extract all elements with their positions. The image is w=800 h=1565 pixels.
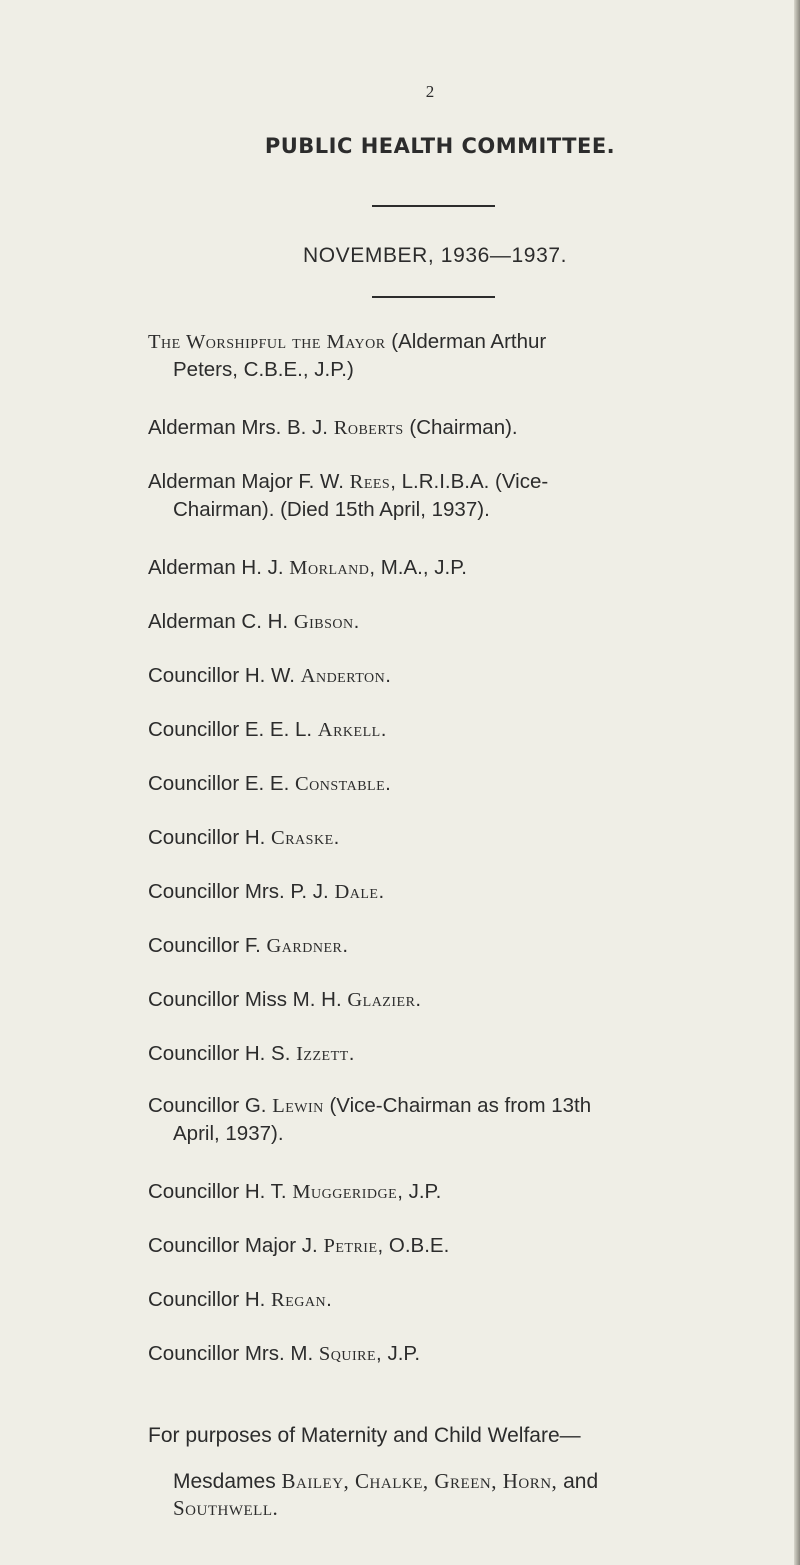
member-name: Lewin [272,1095,324,1117]
member-suffix: . [348,1042,355,1065]
member-entry [148,1178,768,1206]
member-name: Arkell [317,719,381,741]
member-suffix: , M.A., J.P. [369,556,467,579]
member-entry [148,878,768,906]
member-entry [148,1092,768,1147]
member-entry [148,662,768,690]
committee-heading: PUBLIC HEALTH COMMITTEE. [264,134,616,158]
member-line [148,1040,768,1068]
member-prefix: Councillor F. [148,934,267,957]
member-entry [148,414,768,442]
member-line [148,1232,768,1260]
member-name: Morland [289,557,370,579]
note-mesdames-and: and [557,1470,599,1493]
member-line [148,878,768,906]
maternity-welfare-note [148,1424,788,1522]
member-suffix: . [342,934,349,957]
member-prefix: Alderman C. H. [148,610,294,633]
period-heading: NOVEMBER, 1936—1937. [302,244,568,267]
member-name: Roberts [333,417,404,439]
member-prefix: Councillor Mrs. M. [148,1342,319,1365]
bottom-rule [372,296,495,298]
member-prefix: Alderman H. J. [148,556,290,579]
note-intro: For purposes of Maternity and Child Welfare— [148,1424,581,1447]
member-name: The Worshipful the Mayor [148,331,386,353]
member-line [148,770,768,798]
member-name: Gardner [266,935,343,957]
member-prefix: Alderman Major F. W. [148,470,350,493]
member-line [148,468,768,496]
member-entry [148,468,768,523]
member-suffix: . [333,826,340,849]
member-suffix: (Alderman Arthur [385,330,547,353]
top-rule [372,205,495,207]
member-entry [148,554,768,582]
member-prefix: Councillor H. T. [148,1180,293,1203]
member-line [148,1178,768,1206]
member-entry [148,1286,768,1314]
member-line [148,824,768,852]
member-prefix: Councillor E. E. [148,772,295,795]
member-line [148,554,768,582]
member-name: Glazier [347,989,416,1011]
member-suffix: . [385,664,391,687]
member-continuation: Peters, C.B.E., J.P.) [173,358,354,381]
member-entry [148,716,768,744]
member-name: Constable [294,773,386,795]
member-suffix: . [378,880,385,903]
member-suffix: (Vice-Chairman as from 13th [323,1094,592,1117]
member-suffix: . [353,610,360,633]
member-prefix: Councillor Major J. [148,1234,324,1257]
member-entry [148,608,768,636]
member-name: Squire [318,1343,377,1365]
member-suffix: . [380,718,387,741]
member-line [148,1092,768,1120]
member-name: Izzett [296,1043,349,1065]
member-entry [148,824,768,852]
member-entry [148,1040,768,1068]
member-name: Dale [334,881,379,903]
member-line [148,608,768,636]
member-suffix: . [326,1288,332,1311]
member-entry [148,1232,768,1260]
member-line [148,414,768,442]
member-line [148,716,768,744]
member-name: Petrie [323,1235,378,1257]
member-prefix: Councillor H. [148,1288,272,1311]
member-line [148,662,768,690]
member-name: Craske [271,827,334,849]
member-entry [148,328,768,383]
member-line [148,328,768,356]
member-entry [148,1340,768,1368]
member-entry [148,986,768,1014]
member-suffix: . [415,988,422,1011]
member-name: Anderton [300,665,386,687]
note-names [148,1468,788,1522]
member-prefix: Councillor H. [148,826,272,849]
member-continuation: April, 1937). [173,1122,284,1145]
page-edge-shadow [794,0,800,1565]
note-mesdames-prefix: Mesdames [173,1470,282,1493]
member-prefix: Councillor G. [148,1094,273,1117]
member-entry [148,932,768,960]
member-name: Regan [271,1289,327,1311]
member-suffix: (Chairman). [403,416,518,439]
member-suffix: , L.R.I.B.A. (Vice- [390,470,549,493]
member-prefix: Alderman Mrs. B. J. [148,416,334,439]
member-suffix: , J.P. [376,1342,421,1365]
member-line [148,1340,768,1368]
member-prefix: Councillor E. E. L. [148,718,318,741]
member-line [148,932,768,960]
member-suffix: , J.P. [397,1180,442,1203]
page-number: 2 [425,82,435,101]
member-prefix: Councillor Mrs. P. J. [148,880,335,903]
member-name: Gibson [293,611,354,633]
member-continuation: Chairman). (Died 15th April, 1937). [173,498,490,521]
member-line [148,986,768,1014]
member-prefix: Councillor Miss M. H. [148,988,348,1011]
member-suffix: , O.B.E. [377,1234,450,1257]
member-prefix: Councillor H. W. [148,664,301,687]
member-prefix: Councillor H. S. [148,1042,297,1065]
note-mesdames-last: Southwell. [173,1496,279,1520]
member-suffix: . [385,772,391,795]
member-name: Rees [349,471,391,493]
member-name: Muggeridge [292,1181,398,1203]
note-mesdames-names: Bailey, Chalke, Green, Horn, [281,1469,558,1493]
member-entry [148,770,768,798]
member-line [148,1286,768,1314]
